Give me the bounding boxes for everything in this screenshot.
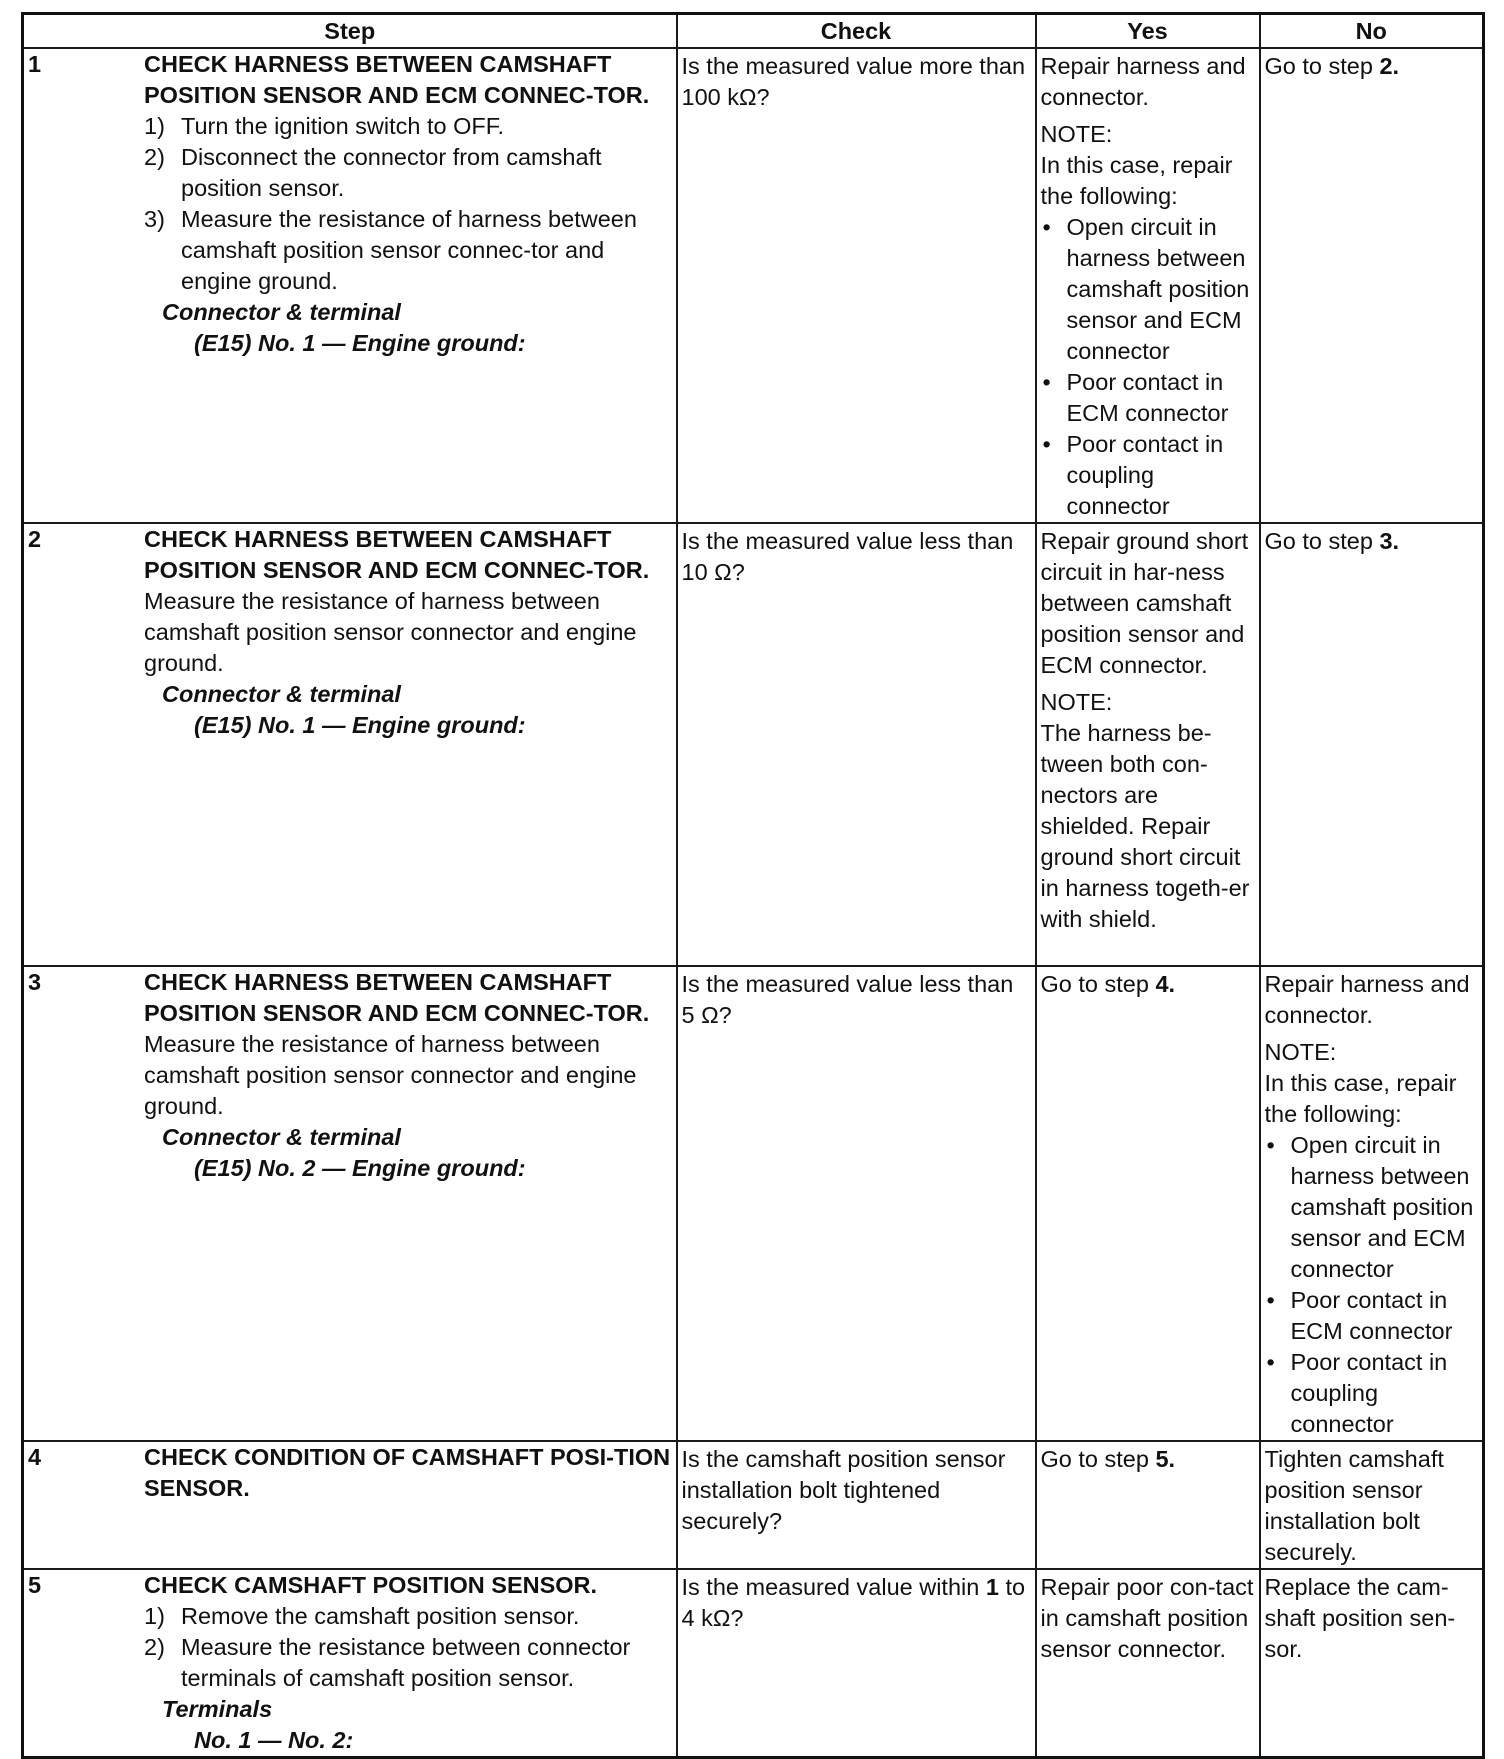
step-number: 2: [28, 526, 42, 552]
check-cell: Is the measured value less than 10 Ω?: [677, 523, 1036, 966]
no-cell: Replace the cam-shaft position sen-sor.: [1260, 1569, 1484, 1758]
connector-label: Connector & terminal: [162, 299, 401, 325]
yes-cell: Go to step 4.: [1036, 966, 1260, 1441]
yes-cell: Repair ground short circuit in har-ness between camshaft position sensor and ECM connector. NOTE: The harness be-tween both con-nectors are shielded. Repair ground short circuit in harness togeth-er with shield.: [1036, 523, 1260, 966]
bullet-item: • Poor contact in coupling connector: [1266, 1349, 1448, 1437]
bullet-item: • Poor contact in coupling connector: [1042, 431, 1224, 519]
table-row: [23, 1569, 1484, 1758]
check-cell: Is the measured value less than 5 Ω?: [677, 966, 1036, 1441]
check-cell: Is the camshaft position sensor installation bolt tightened securely?: [677, 1441, 1036, 1569]
diagnostic-table: [21, 12, 1485, 1759]
step-cell: [23, 1569, 677, 1758]
step-item: 2) Disconnect the connector from camshaft position sensor.: [144, 144, 602, 201]
header-row: [23, 14, 1484, 49]
step-item: 3) Measure the resistance of harness between camshaft position sensor connec-tor and engine ground.: [144, 206, 637, 294]
step-number: 5: [28, 1572, 42, 1598]
no-cell: Go to step 3.: [1260, 523, 1484, 966]
header-step: Step: [23, 14, 677, 49]
step-cell: [23, 48, 677, 523]
yes-cell: Go to step 5.: [1036, 1441, 1260, 1569]
step-number: 1: [28, 51, 42, 77]
no-cell: Repair harness and connector. NOTE: In this case, repair the following: • Open circuit in harness between camshaft position sensor and ECM connector • Poor contact in ECM connector • Poor contact in coupling connector: [1260, 966, 1484, 1441]
table-row: [23, 1441, 1484, 1569]
step-title: CHECK CONDITION OF CAMSHAFT POSI-TION SENSOR.: [144, 1444, 671, 1501]
table-row: [23, 523, 1484, 966]
bullet-item: • Open circuit in harness between camshaft position sensor and ECM connector: [1042, 214, 1250, 364]
header-check: Check: [677, 14, 1036, 49]
step-cell: [23, 1441, 677, 1569]
step-body: Measure the resistance of harness between camshaft position sensor connector and engine ground.: [144, 1031, 637, 1119]
check-cell: Is the measured value more than 100 kΩ?: [677, 48, 1036, 523]
step-title: CHECK CAMSHAFT POSITION SENSOR.: [144, 1572, 598, 1598]
step-cell: [23, 966, 677, 1441]
terminals-value: No. 1 — No. 2:: [194, 1727, 354, 1753]
step-title: CHECK HARNESS BETWEEN CAMSHAFT POSITION SENSOR AND ECM CONNEC-TOR.: [144, 969, 650, 1026]
yes-cell: Repair harness and connector. NOTE: In this case, repair the following: • Open circuit in harness between camshaft position sensor and ECM connector • Poor contact in ECM connector • Poor contact in coupling connector: [1036, 48, 1260, 523]
step-number: 4: [28, 1444, 42, 1470]
bullet-item: • Poor contact in ECM connector: [1266, 1287, 1453, 1344]
header-no: No: [1260, 14, 1484, 49]
step-number: 3: [28, 969, 42, 995]
table-row: [23, 966, 1484, 1441]
bullet-item: • Open circuit in harness between camshaft position sensor and ECM connector: [1266, 1132, 1474, 1282]
connector-label: Connector & terminal: [162, 1124, 401, 1150]
bullet-item: • Poor contact in ECM connector: [1042, 369, 1229, 426]
step-item: 1) Remove the camshaft position sensor.: [144, 1603, 580, 1629]
step-cell: [23, 523, 677, 966]
step-title: CHECK HARNESS BETWEEN CAMSHAFT POSITION SENSOR AND ECM CONNEC-TOR.: [144, 51, 650, 108]
step-title: CHECK HARNESS BETWEEN CAMSHAFT POSITION SENSOR AND ECM CONNEC-TOR.: [144, 526, 650, 583]
step-item: 1) Turn the ignition switch to OFF.: [144, 113, 505, 139]
yes-cell: Repair poor con-tact in camshaft position sensor connector.: [1036, 1569, 1260, 1758]
connector-label: Connector & terminal: [162, 681, 401, 707]
step-body: Measure the resistance of harness between camshaft position sensor connector and engine ground.: [144, 588, 637, 676]
connector-value: (E15) No. 1 — Engine ground:: [194, 330, 526, 356]
header-yes: Yes: [1036, 14, 1260, 49]
check-cell: Is the measured value within 1 to 4 kΩ?: [677, 1569, 1036, 1758]
table-row: [23, 48, 1484, 523]
no-cell: Go to step 2.: [1260, 48, 1484, 523]
connector-value: (E15) No. 1 — Engine ground:: [194, 712, 526, 738]
no-cell: Tighten camshaft position sensor installation bolt securely.: [1260, 1441, 1484, 1569]
step-item: 2) Measure the resistance between connector terminals of camshaft position sensor.: [144, 1634, 631, 1691]
terminals-label: Terminals: [162, 1696, 273, 1722]
connector-value: (E15) No. 2 — Engine ground:: [194, 1155, 526, 1181]
